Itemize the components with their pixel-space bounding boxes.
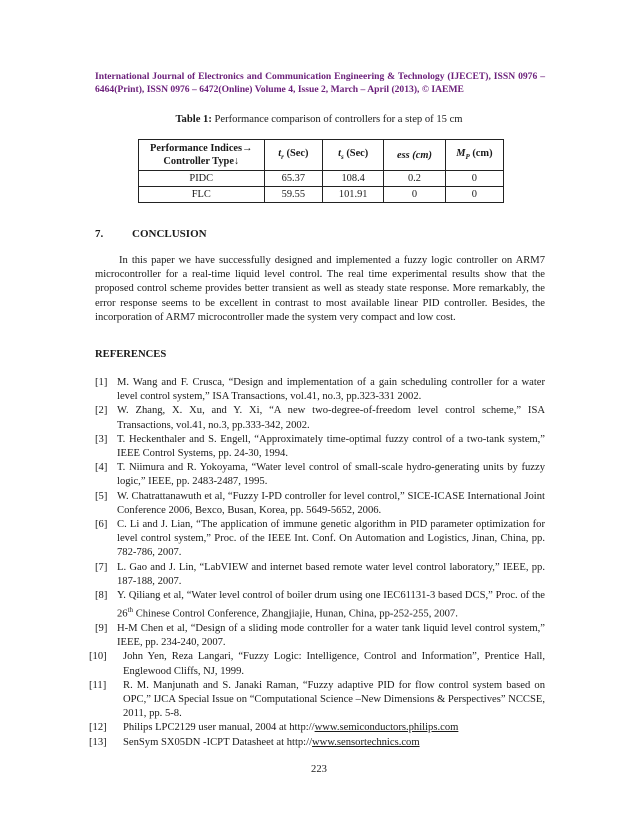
- reference-index: [5]: [95, 490, 108, 502]
- header-indices-label: Performance Indices→: [150, 143, 253, 154]
- reference-item: [95, 461, 545, 489]
- table-caption-text: Performance comparison of controllers for a step of 15 cm: [214, 114, 463, 125]
- header-steady-state-error: [384, 140, 446, 171]
- reference-index: [12]: [89, 722, 107, 734]
- header-ess-label: ess (cm): [397, 149, 432, 161]
- cell-overshoot: 0: [445, 171, 503, 187]
- reference-index: [1]: [95, 377, 108, 388]
- reference-index: [6]: [95, 519, 108, 531]
- reference-index: [11]: [89, 679, 107, 691]
- reference-text: John Yen, Reza Langari, “Fuzzy Logic: Intelligence, Control and Information”, Prentice Hall, Englewood Cliffs, NJ, 1999.: [123, 651, 545, 677]
- page-number: 223: [311, 764, 327, 775]
- cell-overshoot: 0: [445, 187, 503, 203]
- reference-text: SenSym SX05DN -ICPT Datasheet at http://: [123, 736, 313, 748]
- reference-superscript: th: [127, 606, 134, 615]
- reference-text: T. Niimura and R. Yokoyama, “Water level control of small-scale hydro-generating units by fuzzy logic,” IEEE, pp. 2483-2487, 1995.: [117, 462, 545, 488]
- reference-item: [89, 679, 545, 722]
- reference-text: Philips LPC2129 user manual, 2004 at http://: [123, 722, 315, 734]
- reference-item: [95, 589, 545, 622]
- header-settling-time-unit: (Sec): [346, 148, 369, 160]
- table-row: [139, 171, 504, 187]
- reference-index: [13]: [89, 736, 107, 748]
- reference-text: W. Chatrattanawuth et al, “Fuzzy I-PD controller for level control,” SICE-ICASE International Joint Conference 2006, Bexco, Busan, Korea, pp. 5649-5652, 2006.: [117, 490, 545, 516]
- reference-index: [8]: [95, 590, 108, 602]
- cell-ess: 0.2: [384, 171, 446, 187]
- reference-index: [10]: [89, 651, 107, 663]
- header-indices-cell: [139, 140, 265, 171]
- reference-list: [89, 376, 545, 750]
- reference-item: [95, 376, 545, 404]
- header-overshoot-unit: (cm): [472, 148, 493, 160]
- reference-text: T. Heckenthaler and S. Engell, “Approximately time-optimal fuzzy control of a two-tank system,” IEEE Control Systems, pp. 24-30, 1994.: [117, 433, 545, 460]
- performance-table: [138, 139, 504, 203]
- cell-rise-time: 65.37: [264, 171, 323, 187]
- reference-text-end: Chinese Control Conference, Zhangjiajie, Hunan, China, pp-252-255, 2007.: [133, 608, 458, 620]
- reference-item: [89, 721, 545, 735]
- cell-ess: 0: [384, 187, 446, 203]
- journal-header: International Journal of Electronics and Communication Engineering & Technology (IJECET), ISSN 0976 – 6464(Print), ISSN 0976 – 6472(Online) Volume 4, Issue 2, March – April (2013), © IAEME: [95, 71, 545, 95]
- reference-item: [95, 490, 545, 518]
- reference-item: [95, 622, 545, 650]
- reference-text: R. M. Manjunath and S. Janaki Raman, “Fuzzy adaptive PID for flow control system based on OPC,” IJCA Special Issue on “Computational Science –New Dimensions & Perspectives” NCCSE, 2011, pp. 5-8.: [123, 679, 545, 720]
- cell-settling-time: 108.4: [323, 171, 384, 187]
- reference-index: [4]: [95, 462, 108, 474]
- reference-text: W. Zhang, X. Xu, and Y. Xi, “A new two-degree-of-freedom level control scheme,” ISA Transactions, vol.41, no.3, pp.333-342, 2002.: [117, 405, 545, 431]
- reference-item: [89, 650, 545, 678]
- reference-item: [95, 518, 545, 561]
- header-controller-type-label: Controller Type↓: [163, 156, 240, 167]
- reference-text: C. Li and J. Lian, “The application of immune genetic algorithm in PID parameter optimization for level control system,” Proc. of the IEEE Int. Conf. On Automation and Logistics, Jinan, China, pp. 782-786, 2007.: [117, 519, 545, 559]
- references-heading: REFERENCES: [95, 349, 167, 360]
- reference-link[interactable]: www.semiconductors.philips.com: [314, 722, 459, 734]
- reference-text: H-M Chen et al, “Design of a sliding mode controller for a water tank liquid level control system,” IEEE, pp. 234-240, 2007.: [117, 622, 545, 649]
- reference-item: [89, 736, 545, 750]
- cell-controller-type: FLC: [139, 187, 265, 203]
- header-overshoot: $M_P$ (cm): [445, 140, 503, 171]
- header-rise-time-unit: (Sec): [286, 148, 309, 160]
- reference-text: M. Wang and F. Crusca, “Design and implementation of a gain scheduling controller for a water level control system,” ISA Transactions, vol.41, no.3, pp.323-331 2002.: [117, 377, 545, 403]
- table-caption-label: Table 1:: [175, 114, 212, 125]
- section-title: CONCLUSION: [132, 228, 207, 240]
- reference-text-start: Y. Qiliang et al, “Water level control of boiler drum using one IEC61131-3 based DCS,” Proc. of the 26: [117, 590, 545, 620]
- header-rise-time: $t_r$ (Sec): [264, 140, 323, 171]
- table-row: [139, 187, 504, 203]
- section-number: 7.: [95, 228, 104, 240]
- reference-link[interactable]: www.sensortechnics.com: [312, 736, 420, 748]
- table-header-row: [139, 140, 504, 171]
- reference-index: [3]: [95, 433, 108, 445]
- reference-item: [95, 561, 545, 589]
- cell-rise-time: 59.55: [264, 187, 323, 203]
- reference-index: [7]: [95, 561, 108, 573]
- reference-index: [9]: [95, 622, 108, 634]
- cell-settling-time: 101.91: [323, 187, 384, 203]
- header-settling-time: $t_s$ (Sec): [323, 140, 384, 171]
- cell-controller-type: PIDC: [139, 171, 265, 187]
- conclusion-paragraph: In this paper we have successfully designed and implemented a fuzzy logic controller on ARM7 microcontroller for a real-time liquid level control. The real time experimental results show that the proposed control scheme provides better transient as well as steady state response. More remarkably, the error response seems to be excellent in contrast to most available linear PID controller. Besides, the incorporation of ARM7 microcontroller made the system very compact and low cost.: [95, 255, 545, 323]
- table-caption: [0, 114, 638, 125]
- reference-text: L. Gao and J. Lin, “LabVIEW and internet based remote water level control laboratory,” IEEE, pp. 187-188, 2007.: [117, 561, 545, 587]
- reference-item: [95, 404, 545, 432]
- reference-index: [2]: [95, 405, 108, 417]
- conclusion-heading: [95, 228, 207, 240]
- reference-item: [95, 433, 545, 461]
